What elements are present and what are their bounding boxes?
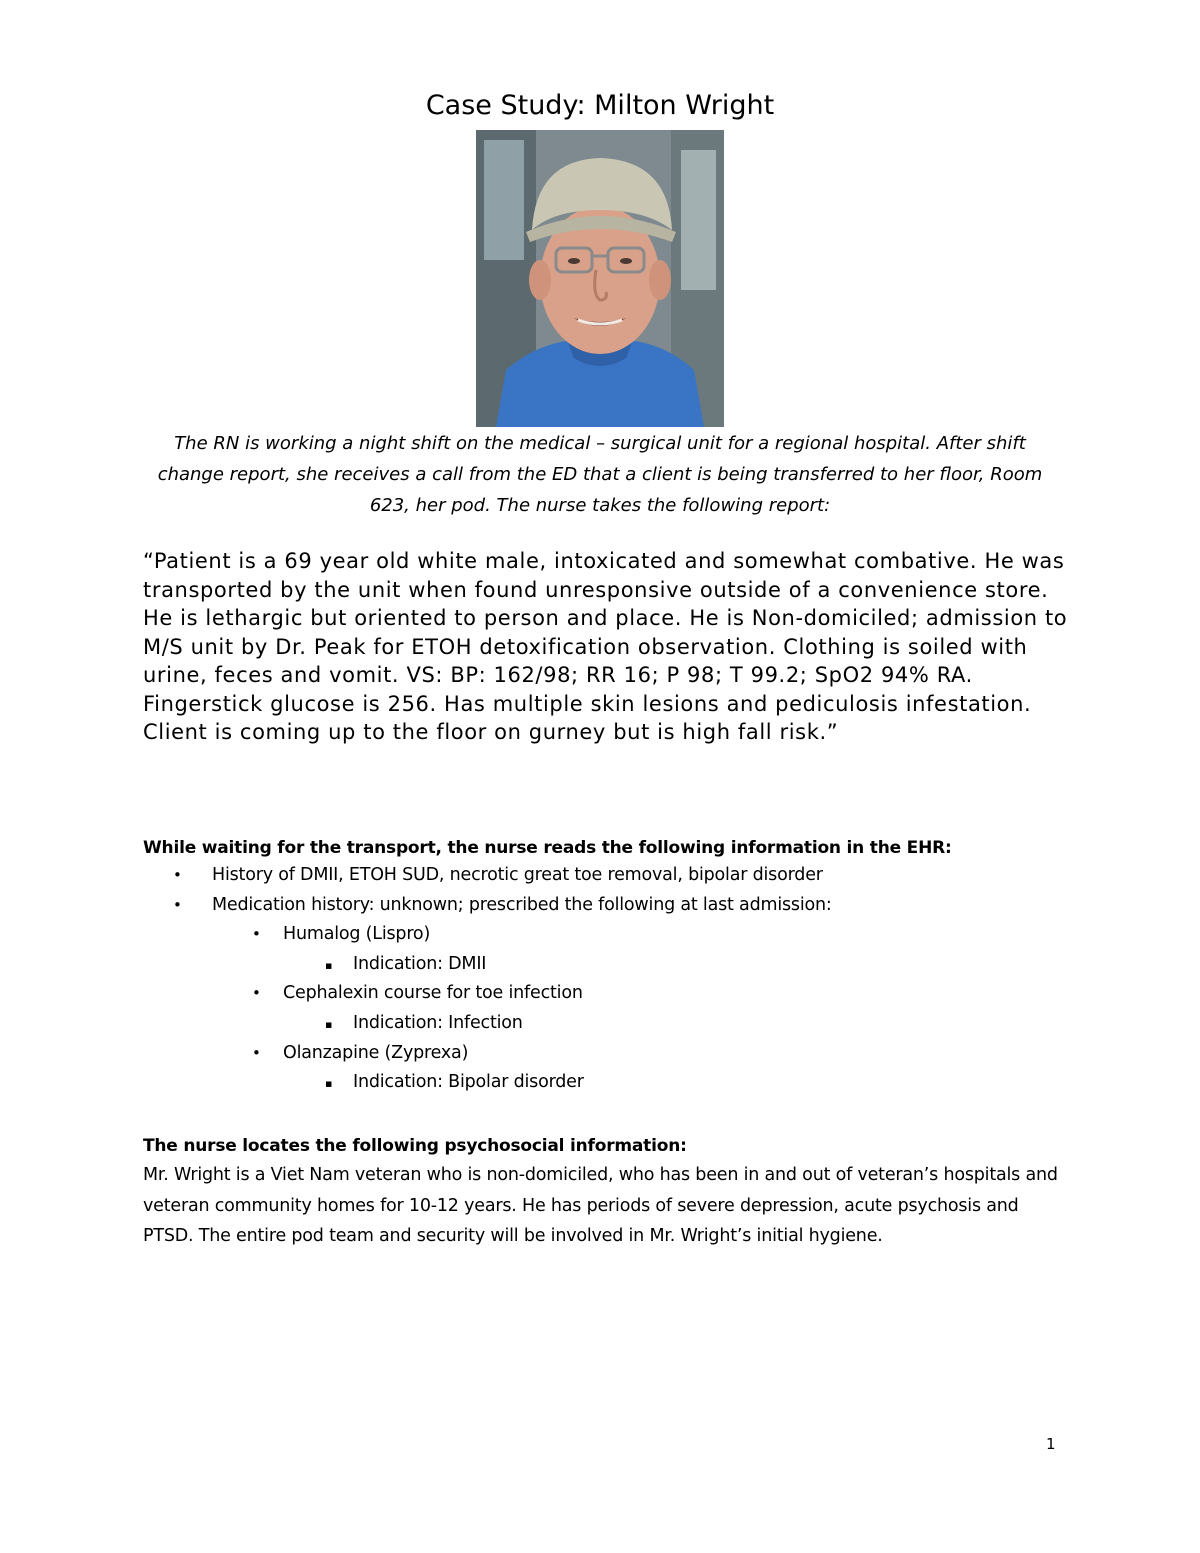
list-item xyxy=(0,891,1200,1098)
ehr-list xyxy=(0,861,1200,1098)
square-bullet-icon: ▪ xyxy=(325,1017,333,1031)
bullet-icon: • xyxy=(173,895,182,914)
bullet-icon: • xyxy=(252,984,261,1003)
patient-photo xyxy=(476,130,724,427)
medication-item xyxy=(212,920,1200,979)
medication-list xyxy=(212,920,1200,1098)
medication-item xyxy=(212,979,1200,1038)
page-number: 1 xyxy=(1046,1435,1056,1453)
square-bullet-icon: ▪ xyxy=(325,1077,333,1091)
bullet-icon: • xyxy=(173,866,182,884)
psychosocial-paragraph: Mr. Wright is a Viet Nam veteran who is non-domiciled, who has been in and out of veteran’s hospitals and veteran community homes for 10-12 years. He has periods of severe depression, acute psychosis and PTSD. The entire pod team and security will be involved in Mr. Wright’s initial hygiene. xyxy=(143,1165,1058,1246)
square-bullet-icon: ▪ xyxy=(325,958,333,972)
indication-text: Indication: Bipolar disorder xyxy=(353,1072,584,1093)
page-title: Case Study: Milton Wright xyxy=(425,90,775,121)
medication-name: Cephalexin course for toe infection xyxy=(283,983,583,1004)
medication-name: Humalog (Lispro) xyxy=(283,924,431,945)
indication-item xyxy=(283,1009,1200,1039)
ed-report-quote: “Patient is a 69 year old white male, intoxicated and somewhat combative. He was transported by the unit when found unresponsive outside of a convenience store. He is lethargic but oriented to person and place. He is Non-domiciled; admission to M/S unit by Dr. Peak for ETOH detoxification observation. Clothing is soiled with urine, feces and vomit. VS: BP: 162/98; RR 16; P 98; T 99.2; SpO2 94% RA. Fingerstick glucose is 256. Has multiple skin lesions and pediculosis infestation. Client is coming up to the floor on gurney but is high fall risk.” xyxy=(143,549,1068,744)
indication-item xyxy=(283,950,1200,980)
indication-text: Indication: DMII xyxy=(353,953,487,974)
medication-item xyxy=(212,1039,1200,1098)
indication-list xyxy=(283,1068,1200,1098)
indication-text: Indication: Infection xyxy=(353,1012,523,1033)
psychosocial-heading: The nurse locates the following psychosocial information: xyxy=(143,1136,687,1156)
bullet-icon: • xyxy=(252,925,261,944)
intro-paragraph: The RN is working a night shift on the medical – surgical unit for a regional hospital. After shift change report, she receives a call from the ED that a client is being transferred to her floor, Room 623, her pod. The nurse takes the following report: xyxy=(157,433,1043,516)
list-item-text: History of DMII, ETOH SUD, necrotic great toe removal, bipolar disorder xyxy=(212,865,823,885)
ehr-heading: While waiting for the transport, the nurse reads the following information in the EHR: xyxy=(143,838,952,858)
indication-list xyxy=(283,1009,1200,1039)
indication-item xyxy=(283,1068,1200,1098)
indication-list xyxy=(283,950,1200,980)
list-item xyxy=(0,861,1200,891)
bullet-icon: • xyxy=(252,1043,261,1062)
list-item-text: Medication history: unknown; prescribed the following at last admission: xyxy=(212,894,832,915)
medication-name: Olanzapine (Zyprexa) xyxy=(283,1042,469,1063)
